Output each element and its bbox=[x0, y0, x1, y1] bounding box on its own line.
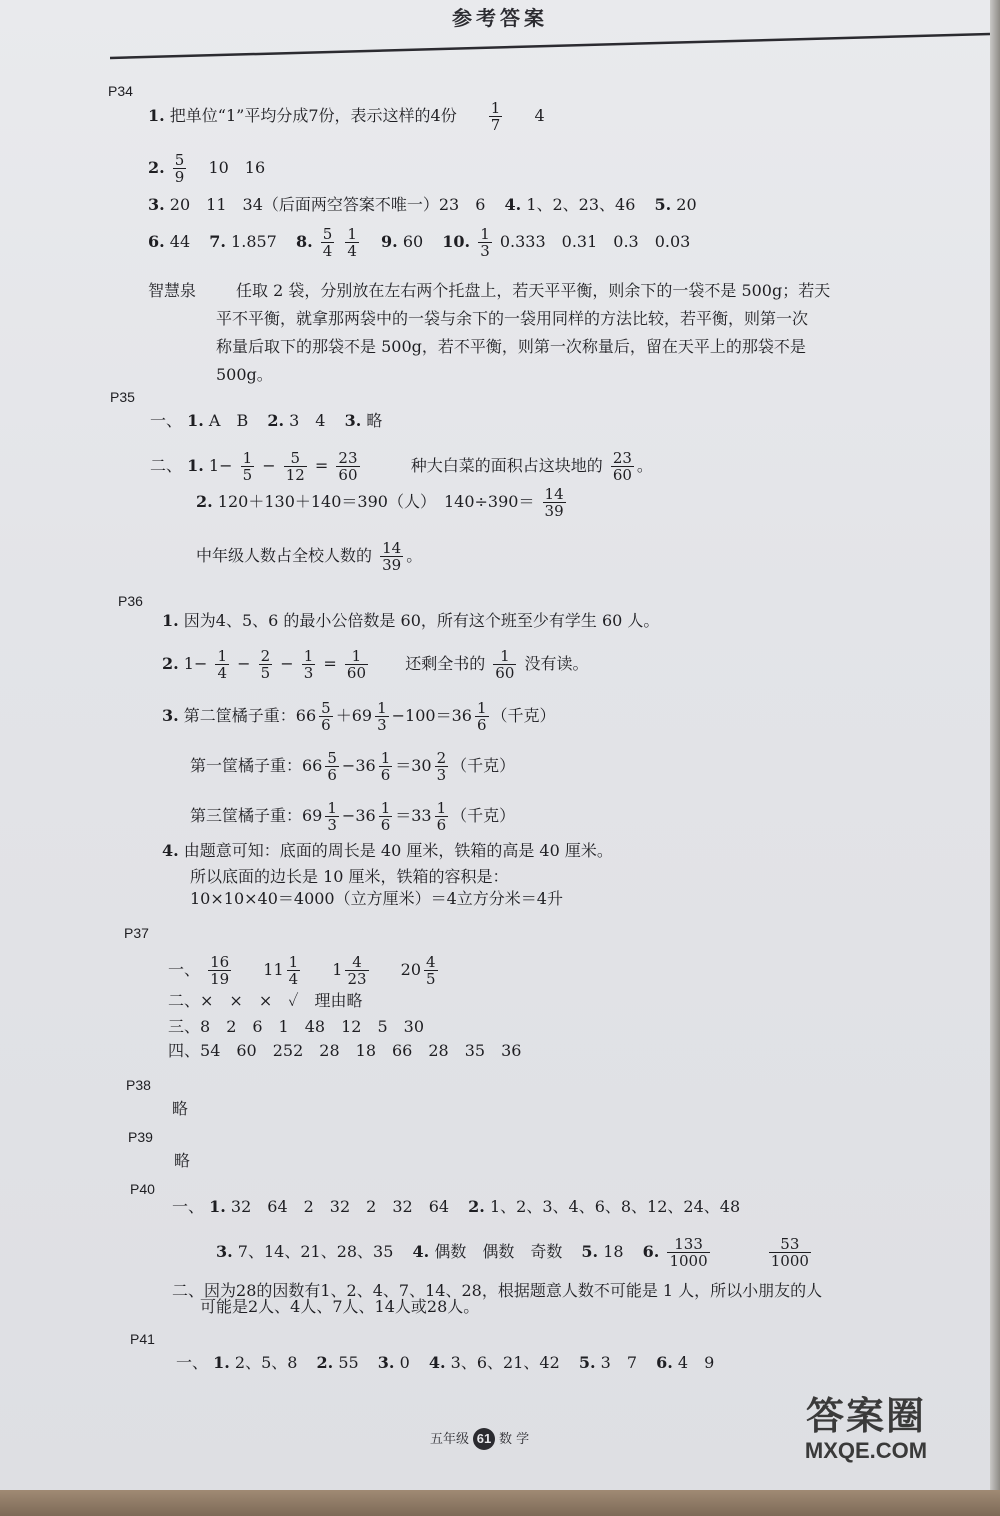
page-edge bbox=[990, 0, 1000, 1516]
wisdom-line: 500g。 bbox=[216, 365, 273, 384]
wisdom-line: 平不平衡，就拿那两袋中的一袋与余下的一袋用同样的方法比较，若平衡，则第一次 bbox=[216, 309, 809, 328]
fraction: $\frac{5}{4}$ bbox=[322, 225, 333, 260]
fraction: $\frac{23}{60}$ bbox=[338, 449, 358, 484]
wisdom-line: 称量后取下的那袋不是 500g，若不平衡，则第一次称量后，留在天平上的那袋不是 bbox=[216, 337, 806, 356]
p40-section-1: 一、 1. 32 64 2 32 2 32 64 2. 1、2、3、4、6、8、12、24、48 bbox=[172, 1197, 741, 1216]
watermark-url: MXQE.COM bbox=[804, 1438, 928, 1463]
page-number-badge: 61 bbox=[473, 1428, 495, 1450]
fraction: $\frac{16}{19}$ bbox=[210, 953, 230, 988]
page-label-p35: P35 bbox=[110, 389, 135, 405]
p37-section-2: 二、× × × ✓ 理由略 bbox=[168, 991, 363, 1010]
page-label-p41: P41 bbox=[130, 1331, 155, 1347]
fraction: $\frac{1}{60}$ bbox=[346, 647, 366, 682]
fraction: $\frac{14}{39}$ bbox=[382, 539, 402, 574]
fraction: $\frac{23}{60}$ bbox=[612, 449, 632, 484]
fraction: $\frac{1}{4}$ bbox=[347, 225, 357, 260]
fraction: $\frac{5}{9}$ bbox=[174, 151, 185, 186]
p36-q3-line2: 第一筐橘子重：66 $\frac{5}{6}$ −36 $\frac{1}{6}$ ＝30 $\frac{2}{3}$ （千克） bbox=[190, 749, 516, 784]
p35-section-2-q2: 2. 120＋130＋140＝390（人） 140÷390＝ $\frac{14}{39}$ bbox=[196, 485, 564, 520]
p34-q6: 6. 44 7. 1.857 8. $\frac{5}{4}$ $\frac{1}{4}$ 9. 60 10. $\frac{1}{3}$ 0.333 0.31 0.3 0.03 bbox=[148, 225, 691, 260]
p35-section-2-q1: 二、 1. 1− $\frac{1}{5}$ − $\frac{5}{12}$ = $\frac{23}{60}$ 种大白菜的面积占这块地的 $\frac{23}{60}$ 。 bbox=[150, 449, 653, 484]
p34-q2: 2. $\frac{5}{9}$ 10 16 bbox=[148, 151, 266, 186]
fraction: $\frac{5}{6}$ bbox=[327, 749, 337, 784]
fraction: $\frac{1}{6}$ bbox=[476, 699, 487, 734]
page-label-p38: P38 bbox=[126, 1077, 151, 1093]
p34-q3: 3. 20 11 34（后面两空答案不唯一）23 6 4. 1、2、23、46 5. 20 bbox=[148, 195, 697, 214]
fraction: $\frac{1}{3}$ bbox=[327, 799, 337, 834]
fraction: $\frac{5}{6}$ bbox=[321, 699, 331, 734]
wisdom-label: 智慧泉 bbox=[148, 281, 197, 300]
p36-q2: 2. 1− $\frac{1}{4}$ − $\frac{2}{5}$ − $\frac{1}{3}$ = $\frac{1}{60}$ 还剩全书的 $\frac{1}{60}$ 没有读。 bbox=[162, 647, 589, 682]
p36-q3: 3. 第二筐橘子重：66 $\frac{5}{6}$ ＋69 $\frac{1}{3}$ −100＝36 $\frac{1}{6}$ （千克） bbox=[162, 699, 556, 734]
footer-subject: 数 学 bbox=[499, 1432, 530, 1447]
p36-q4-line2: 所以底面的边长是 10 厘米，铁箱的容积是： bbox=[190, 867, 509, 886]
p36-q1: 1. 因为4、5、6 的最小公倍数是 60，所有这个班至少有学生 60 人。 bbox=[162, 611, 660, 630]
fraction: $\frac{133}{1000}$ bbox=[669, 1235, 708, 1270]
p37-section-4: 四、54 60 252 28 18 66 28 35 36 bbox=[168, 1041, 522, 1060]
fraction: $\frac{1}{4}$ bbox=[217, 647, 228, 682]
p35-section-2-q2-conclusion: 中年级人数占全校人数的 $\frac{14}{39}$ 。 bbox=[196, 539, 423, 574]
fraction: $\frac{1}{6}$ bbox=[436, 799, 447, 834]
p36-q3-line3: 第三筐橘子重：69 $\frac{1}{3}$ −36 $\frac{1}{6}$ ＝33 $\frac{1}{6}$ （千克） bbox=[190, 799, 516, 834]
p37-section-3: 三、8 2 6 1 48 12 5 30 bbox=[168, 1017, 424, 1036]
p40-section-1-line2: 3. 7、14、21、28、35 4. 偶数 偶数 奇数 5. 18 6. $\frac{133}{1000}$ $\frac{53}{1000}$ bbox=[216, 1235, 809, 1270]
footer-grade: 五年级 bbox=[430, 1432, 470, 1447]
fraction: $\frac{1}{5}$ bbox=[242, 449, 253, 484]
page-label-p40: P40 bbox=[130, 1181, 155, 1197]
fraction: $\frac{1}{3}$ bbox=[480, 225, 490, 260]
header-title: 参考答案 bbox=[452, 6, 548, 30]
fraction: $\frac{2}{3}$ bbox=[436, 749, 447, 784]
p40-section-2-line2: 可能是2人、4人、7人、14人或28人。 bbox=[200, 1297, 480, 1316]
fraction: $\frac{1}{60}$ bbox=[495, 647, 515, 682]
p40-section-2: 二、因为28的因数有1、2、4、7、14、28，根据题意人数不可能是 1 人，所以小朋友的人 bbox=[172, 1281, 823, 1300]
page-label-p34: P34 bbox=[108, 83, 133, 99]
fraction: $\frac{1}{6}$ bbox=[380, 749, 391, 784]
p34-q1: 1. 把单位“1”平均分成7份，表示这样的4份 $\frac{1}{7}$ 4 bbox=[148, 99, 545, 134]
fraction: $\frac{14}{39}$ bbox=[544, 485, 564, 520]
fraction: $\frac{5}{12}$ bbox=[285, 449, 305, 484]
table-surface bbox=[0, 1490, 1000, 1516]
header-rule bbox=[110, 30, 990, 60]
watermark bbox=[756, 1394, 976, 1464]
fraction: $\frac{53}{1000}$ bbox=[770, 1235, 809, 1270]
p35-section-1: 一、 1. A B 2. 3 4 3. 略 bbox=[150, 411, 383, 430]
wisdom-line: 任取 2 袋，分别放在左右两个托盘上，若天平平衡，则余下的一袋不是 500g；若天 bbox=[236, 281, 831, 300]
watermark-logo: 答案圈 bbox=[805, 1393, 926, 1438]
page-label-p37: P37 bbox=[124, 925, 149, 941]
p36-q4: 4. 由题意可知：底面的周长是 40 厘米，铁箱的高是 40 厘米。 bbox=[162, 841, 613, 860]
page-label-p36: P36 bbox=[118, 593, 143, 609]
fraction: $\frac{4}{5}$ bbox=[426, 953, 436, 988]
page-footer bbox=[430, 1428, 529, 1450]
page-label-p39: P39 bbox=[128, 1129, 153, 1145]
fraction: $\frac{1}{6}$ bbox=[380, 799, 391, 834]
fraction: $\frac{2}{5}$ bbox=[260, 647, 271, 682]
p41-section-1: 一、 1. 2、5、8 2. 55 3. 0 4. 3、6、21、42 5. 3 7 6. 4 9 bbox=[176, 1353, 715, 1372]
p36-q4-line3: 10×10×40＝4000（立方厘米）＝4立方分米＝4升 bbox=[190, 889, 563, 908]
p37-section-1: 一、 $\frac{16}{19}$ 11 $\frac{1}{4}$ 1 $\frac{4}{23}$ 20 $\frac{4}{5}$ bbox=[168, 953, 436, 988]
fraction: $\frac{1}{4}$ bbox=[288, 953, 299, 988]
fraction: $\frac{1}{3}$ bbox=[303, 647, 314, 682]
p39-answer: 略 bbox=[174, 1151, 191, 1170]
fraction: $\frac{1}{7}$ bbox=[490, 99, 501, 134]
fraction: $\frac{4}{23}$ bbox=[347, 953, 367, 988]
fraction: $\frac{1}{3}$ bbox=[377, 699, 387, 734]
p38-answer: 略 bbox=[172, 1099, 189, 1118]
